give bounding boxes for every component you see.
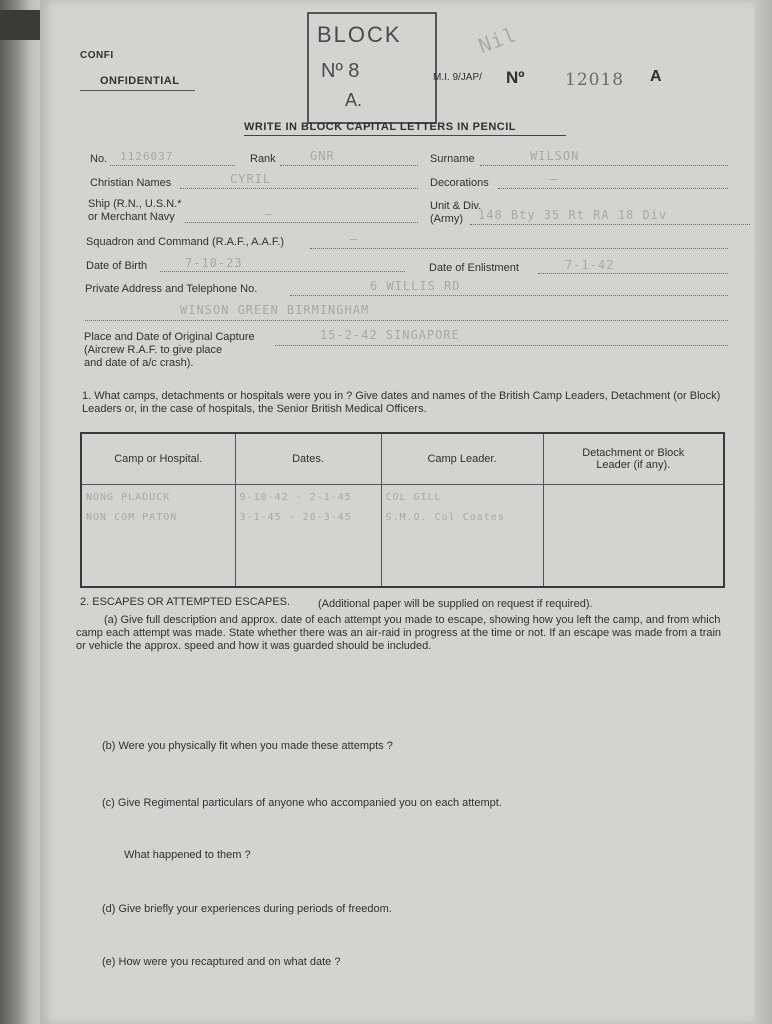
merchant-navy-label: or Merchant Navy xyxy=(88,211,175,223)
address-value-1: 6 WILLIS RD xyxy=(370,279,461,293)
escapes-note: (Additional paper will be supplied on request if required). xyxy=(318,598,593,610)
enlistment-label: Date of Enlistment xyxy=(429,262,519,274)
capture-value: 15-2-42 SINGAPORE xyxy=(320,328,460,342)
address-label: Private Address and Telephone No. xyxy=(85,283,258,295)
nil-note: Nil xyxy=(475,22,521,58)
christian-names-label: Christian Names xyxy=(90,177,172,189)
table-cell: 9-10-42 - 2-1-45 xyxy=(239,492,352,503)
instruction-heading: WRITE IN BLOCK CAPITAL LETTERS IN PENCIL xyxy=(244,121,516,133)
question-d: (d) Give briefly your experiences during periods of freedom. xyxy=(102,903,392,915)
address-line-2 xyxy=(85,320,728,321)
camps-table xyxy=(80,432,725,588)
table-cell: 3-1-45 - 26-3-45 xyxy=(239,512,352,523)
confidential-label: ONFIDENTIAL xyxy=(100,75,180,87)
enlistment-line xyxy=(538,273,728,274)
confidential-underline xyxy=(80,90,195,91)
col-camp: Camp or Hospital. xyxy=(81,433,235,485)
army-label: (Army) xyxy=(430,213,463,225)
binding-clip xyxy=(0,10,40,40)
no-line xyxy=(110,165,235,166)
question-b: (b) Were you physically fit when you made these attempts ? xyxy=(102,740,393,752)
squadron-label: Squadron and Command (R.A.F., A.A.F.) xyxy=(86,236,285,248)
camps-body xyxy=(81,485,724,588)
stamp-line3: A. xyxy=(345,90,363,110)
capture-date-label: and date of a/c crash). xyxy=(84,357,194,369)
ship-line xyxy=(185,222,418,223)
camps-header-row xyxy=(81,433,724,485)
serial-no-label: Nº xyxy=(506,68,525,87)
question-c-followup: What happened to them ? xyxy=(124,849,251,861)
rank-label: Rank xyxy=(250,153,276,165)
decorations-line xyxy=(498,188,728,189)
col-detachment-leader: Detachment or Block Leader (if any). xyxy=(543,433,724,485)
address-line-1 xyxy=(290,295,728,296)
capture-label: Place and Date of Original Capture xyxy=(84,331,255,343)
no-label: No. xyxy=(90,153,108,165)
dob-value: 7-10-23 xyxy=(185,256,243,270)
surname-line xyxy=(480,165,728,166)
col-dates: Dates. xyxy=(235,433,381,485)
squadron-line xyxy=(310,248,728,249)
unit-label: Unit & Div. xyxy=(430,200,482,212)
ref-code: M.I. 9/JAP/ xyxy=(433,72,482,83)
serial-number: 12018 xyxy=(565,70,625,90)
rank-value: GNR xyxy=(310,149,335,163)
ship-label: Ship (R.N., U.S.N.* xyxy=(88,198,182,210)
conf-label-top: CONFI xyxy=(80,50,114,61)
question-e: (e) How were you recaptured and on what date ? xyxy=(102,956,341,968)
stamp-line2: Nº 8 xyxy=(321,60,360,82)
decorations-value: — xyxy=(550,172,559,186)
table-cell: S.M.O. Col Coates xyxy=(385,512,505,523)
unit-value: 148 Bty 35 Rt RA 18 Div xyxy=(478,208,668,222)
stamp-line1: BLOCK xyxy=(317,22,402,47)
capture-aircrew-label: (Aircrew R.A.F. to give place xyxy=(84,344,223,356)
block-stamp xyxy=(307,12,437,124)
address-value-2: WINSON GREEN BIRMINGHAM xyxy=(180,303,370,317)
ship-value: — xyxy=(265,207,274,221)
surname-label: Surname xyxy=(430,153,475,165)
table-cell: NONG PLADUCK xyxy=(86,492,171,503)
enlistment-value: 7-1-42 xyxy=(565,258,615,272)
question-a: (a) Give full description and approx. date of each attempt you made to escape, showing how you left the camp, and from which camp each attempt was made. State whether there was an air-raid in progress at the time or not. If an escape was made from a train or vehicle the approx. speed and how it was guarded should be included. xyxy=(76,614,722,652)
unit-line xyxy=(470,224,750,225)
rank-line xyxy=(280,165,418,166)
file-binding xyxy=(0,0,40,1024)
christian-names-line xyxy=(180,188,418,189)
serial-suffix: A xyxy=(650,68,662,85)
surname-value: WILSON xyxy=(530,149,580,163)
camps-question: 1. What camps, detachments or hospitals were you in ? Give dates and names of the British Camp Leaders, Detachment (or Block) Leaders or, in the case of hospitals, the Senior British Medical Officers. xyxy=(82,390,721,415)
decorations-label: Decorations xyxy=(430,177,489,189)
capture-line xyxy=(275,345,728,346)
dob-line xyxy=(160,271,405,272)
dob-label: Date of Birth xyxy=(86,260,148,272)
col-camp-leader: Camp Leader. xyxy=(381,433,543,485)
question-c: (c) Give Regimental particulars of anyone who accompanied you on each attempt. xyxy=(102,797,502,809)
no-value: 1126037 xyxy=(120,150,174,163)
page-edge xyxy=(755,0,772,1024)
christian-names-value: CYRIL xyxy=(230,172,272,186)
escapes-heading: 2. ESCAPES OR ATTEMPTED ESCAPES. xyxy=(80,596,291,608)
squadron-value: — xyxy=(350,232,359,246)
table-cell: NON COM PATON xyxy=(86,512,178,523)
instruction-underline xyxy=(244,135,566,136)
table-cell: COL GILL xyxy=(385,492,442,503)
